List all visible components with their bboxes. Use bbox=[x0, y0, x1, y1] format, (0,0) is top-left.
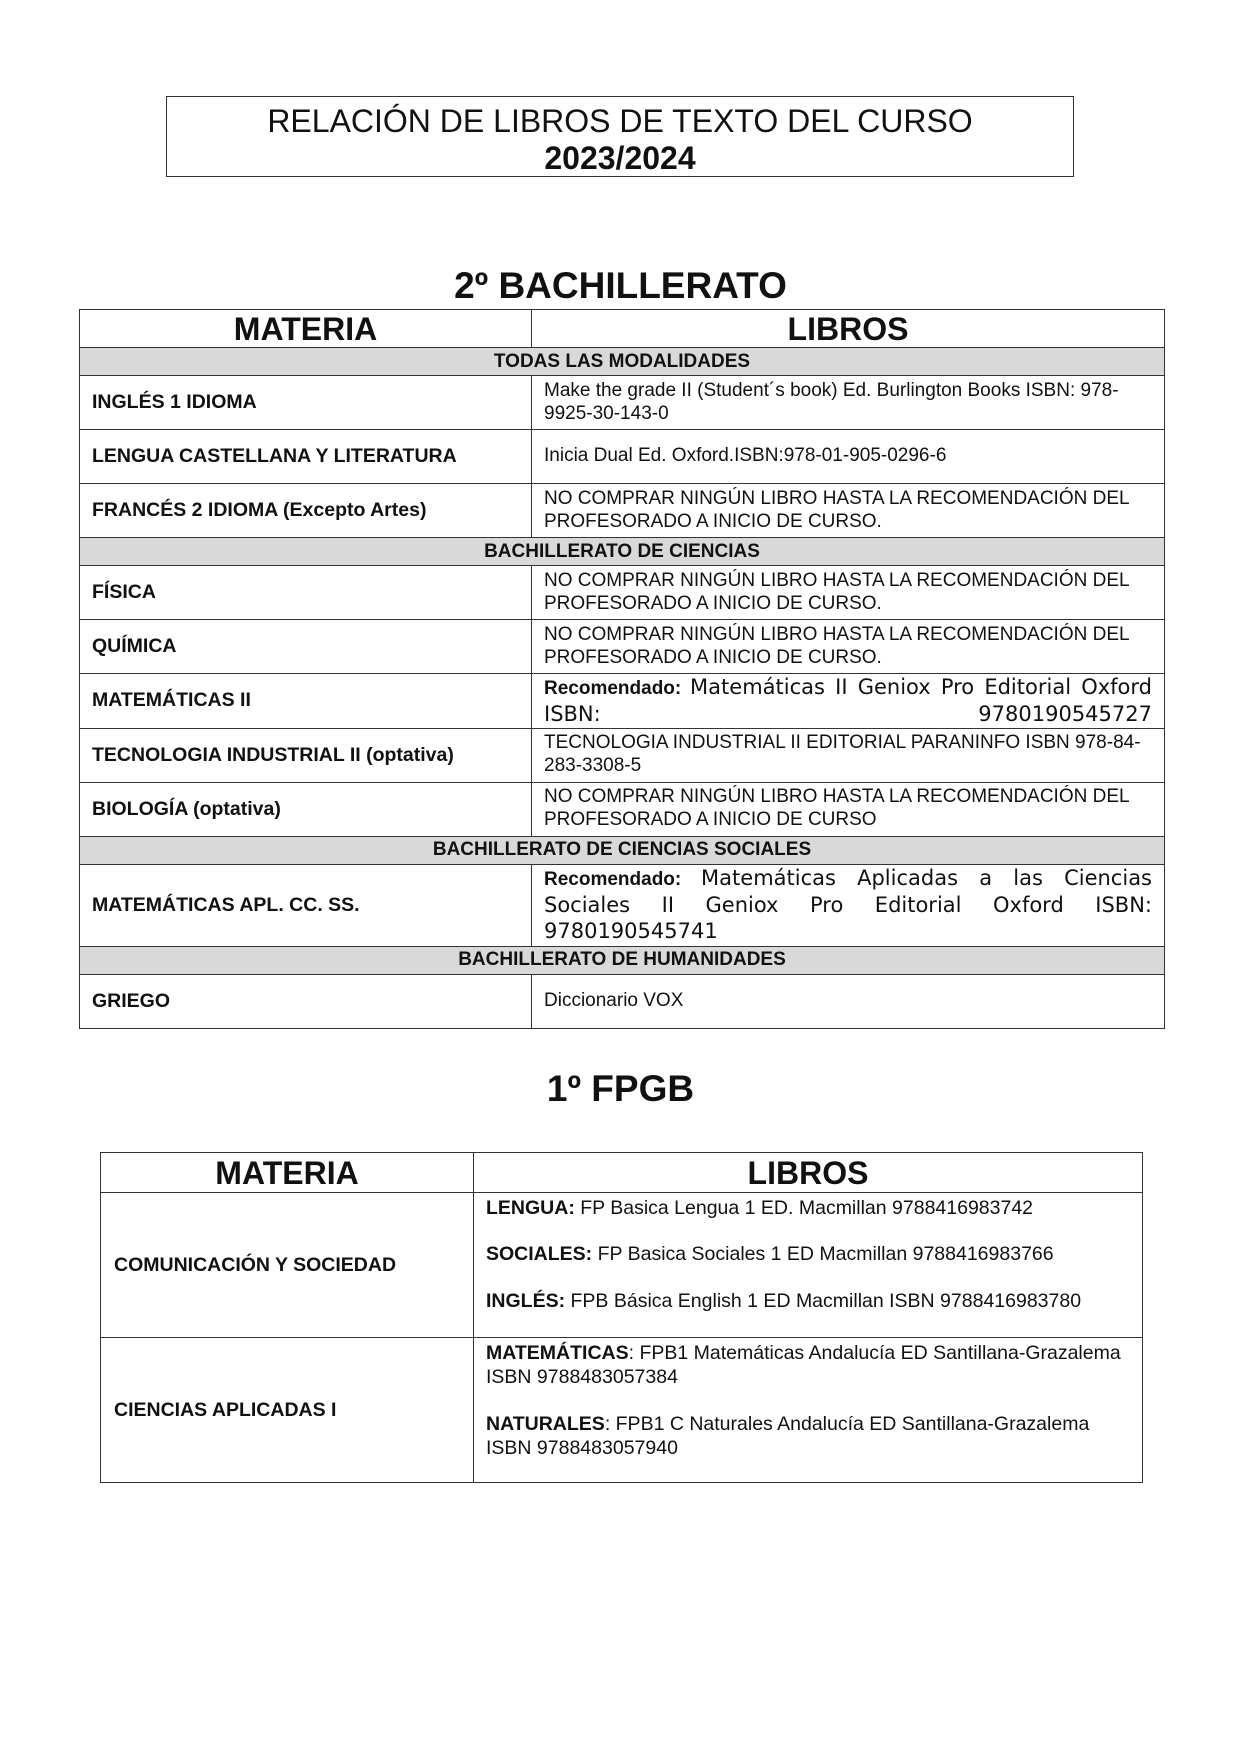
group-row bbox=[80, 836, 1165, 864]
table-row bbox=[80, 974, 1165, 1028]
group-label: TODAS LAS MODALIDADES bbox=[80, 348, 1165, 376]
subject-cell: LENGUA CASTELLANA Y LITERATURA bbox=[80, 430, 532, 484]
section-heading-bachillerato: 2º BACHILLERATO bbox=[454, 265, 787, 306]
book-cell bbox=[474, 1193, 1143, 1338]
book-cell: NO COMPRAR NINGÚN LIBRO HASTA LA RECOMENDACIÓN DEL PROFESORADO A INICIO DE CURSO. bbox=[532, 620, 1165, 674]
book-entry bbox=[486, 1242, 1130, 1266]
table-row bbox=[101, 1193, 1143, 1338]
subject-name: BIOLOGÍA bbox=[92, 797, 188, 820]
book-entry-label: INGLÉS: bbox=[486, 1289, 566, 1312]
document-title: RELACIÓN DE LIBROS DE TEXTO DEL CURSO bbox=[267, 103, 973, 139]
book-cell bbox=[532, 864, 1165, 946]
group-label: BACHILLERATO DE CIENCIAS bbox=[80, 538, 1165, 566]
book-entry bbox=[486, 1289, 1130, 1313]
book-cell: TECNOLOGIA INDUSTRIAL II EDITORIAL PARANINFO ISBN 978-84-283-3308-5 bbox=[532, 728, 1165, 782]
table-header-row bbox=[101, 1153, 1143, 1193]
subject-cell: FÍSICA bbox=[80, 566, 532, 620]
subject-cell: MATEMÁTICAS APL. CC. SS. bbox=[80, 864, 532, 946]
book-entry-label: MATEMÁTICAS bbox=[486, 1342, 629, 1364]
fpgb-table bbox=[100, 1152, 1143, 1483]
table-row bbox=[80, 430, 1165, 484]
recommended-label: Recomendado: bbox=[544, 678, 682, 699]
book-entry-label: SOCIALES: bbox=[486, 1243, 593, 1266]
table-row bbox=[80, 674, 1165, 729]
subject-cell: QUÍMICA bbox=[80, 620, 532, 674]
subject-cell: TECNOLOGIA INDUSTRIAL II (optativa) bbox=[80, 728, 532, 782]
book-entry-text: FPB Básica English 1 ED Macmillan ISBN 9788416983780 bbox=[565, 1289, 1082, 1312]
column-header-materia: MATERIA bbox=[80, 310, 532, 348]
book-text: Matemáticas II Geniox Pro Editorial Oxford ISBN: 9780190545727 bbox=[544, 675, 1153, 726]
book-cell: NO COMPRAR NINGÚN LIBRO HASTA LA RECOMENDACIÓN DEL PROFESORADO A INICIO DE CURSO bbox=[532, 782, 1165, 836]
subject-cell: COMUNICACIÓN Y SOCIEDAD bbox=[101, 1193, 474, 1338]
subject-note: (optativa) bbox=[187, 797, 281, 820]
group-row bbox=[80, 348, 1165, 376]
book-entry bbox=[486, 1412, 1130, 1461]
book-entry-text: : FPB1 C Naturales Andalucía ED Santillana-Grazalema ISBN 9788483057940 bbox=[486, 1412, 1090, 1460]
subject-cell: FRANCÉS 2 IDIOMA (Excepto Artes) bbox=[80, 484, 532, 538]
book-cell: Make the grade II (Student´s book) Ed. Burlington Books ISBN: 978-9925-30-143-0 bbox=[532, 376, 1165, 430]
group-row bbox=[80, 538, 1165, 566]
table-row bbox=[80, 484, 1165, 538]
group-row bbox=[80, 946, 1165, 974]
subject-cell: CIENCIAS APLICADAS I bbox=[101, 1338, 474, 1483]
subject-cell bbox=[80, 782, 532, 836]
table-row bbox=[80, 376, 1165, 430]
book-cell bbox=[532, 674, 1165, 729]
column-header-libros: LIBROS bbox=[474, 1153, 1143, 1193]
book-cell bbox=[474, 1338, 1143, 1483]
table-row bbox=[80, 728, 1165, 782]
table-row bbox=[80, 782, 1165, 836]
column-header-libros: LIBROS bbox=[532, 310, 1165, 348]
section-heading-fpgb: 1º FPGB bbox=[546, 1068, 695, 1109]
document-title-box bbox=[166, 96, 1074, 177]
book-entry-label: NATURALES bbox=[486, 1412, 605, 1435]
recommended-label: Recomendado: bbox=[544, 868, 682, 890]
book-entry bbox=[486, 1341, 1130, 1390]
table-row bbox=[80, 864, 1165, 946]
subject-cell: MATEMÁTICAS II bbox=[80, 674, 532, 729]
group-label: BACHILLERATO DE HUMANIDADES bbox=[80, 946, 1165, 974]
table-header-row bbox=[80, 310, 1165, 348]
school-year: 2023/2024 bbox=[544, 140, 696, 176]
bachillerato-table bbox=[79, 309, 1165, 1029]
book-text: Matemáticas Aplicadas a las Ciencias Sociales II Geniox Pro Editorial Oxford ISBN: 9780190545741 bbox=[544, 865, 1152, 944]
subject-cell: GRIEGO bbox=[80, 974, 532, 1028]
book-entry bbox=[486, 1196, 1130, 1220]
subject-cell: INGLÉS 1 IDIOMA bbox=[80, 376, 532, 430]
book-entry-text: : FPB1 Matemáticas Andalucía ED Santillana-Grazalema ISBN 9788483057384 bbox=[486, 1342, 1121, 1389]
table-row bbox=[101, 1338, 1143, 1483]
book-cell: Diccionario VOX bbox=[532, 974, 1165, 1028]
book-cell: NO COMPRAR NINGÚN LIBRO HASTA LA RECOMENDACIÓN DEL PROFESORADO A INICIO DE CURSO. bbox=[532, 566, 1165, 620]
book-entry-label: LENGUA: bbox=[486, 1197, 575, 1219]
book-entry-text: FP Basica Sociales 1 ED Macmillan 9788416983766 bbox=[592, 1243, 1054, 1266]
table-row bbox=[80, 620, 1165, 674]
book-cell: Inicia Dual Ed. Oxford.ISBN:978-01-905-0296-6 bbox=[532, 430, 1165, 484]
book-cell: NO COMPRAR NINGÚN LIBRO HASTA LA RECOMENDACIÓN DEL PROFESORADO A INICIO DE CURSO. bbox=[532, 484, 1165, 538]
table-row bbox=[80, 566, 1165, 620]
column-header-materia: MATERIA bbox=[101, 1153, 474, 1193]
group-label: BACHILLERATO DE CIENCIAS SOCIALES bbox=[80, 836, 1165, 864]
book-entry-text: FP Basica Lengua 1 ED. Macmillan 9788416983742 bbox=[574, 1197, 1034, 1219]
